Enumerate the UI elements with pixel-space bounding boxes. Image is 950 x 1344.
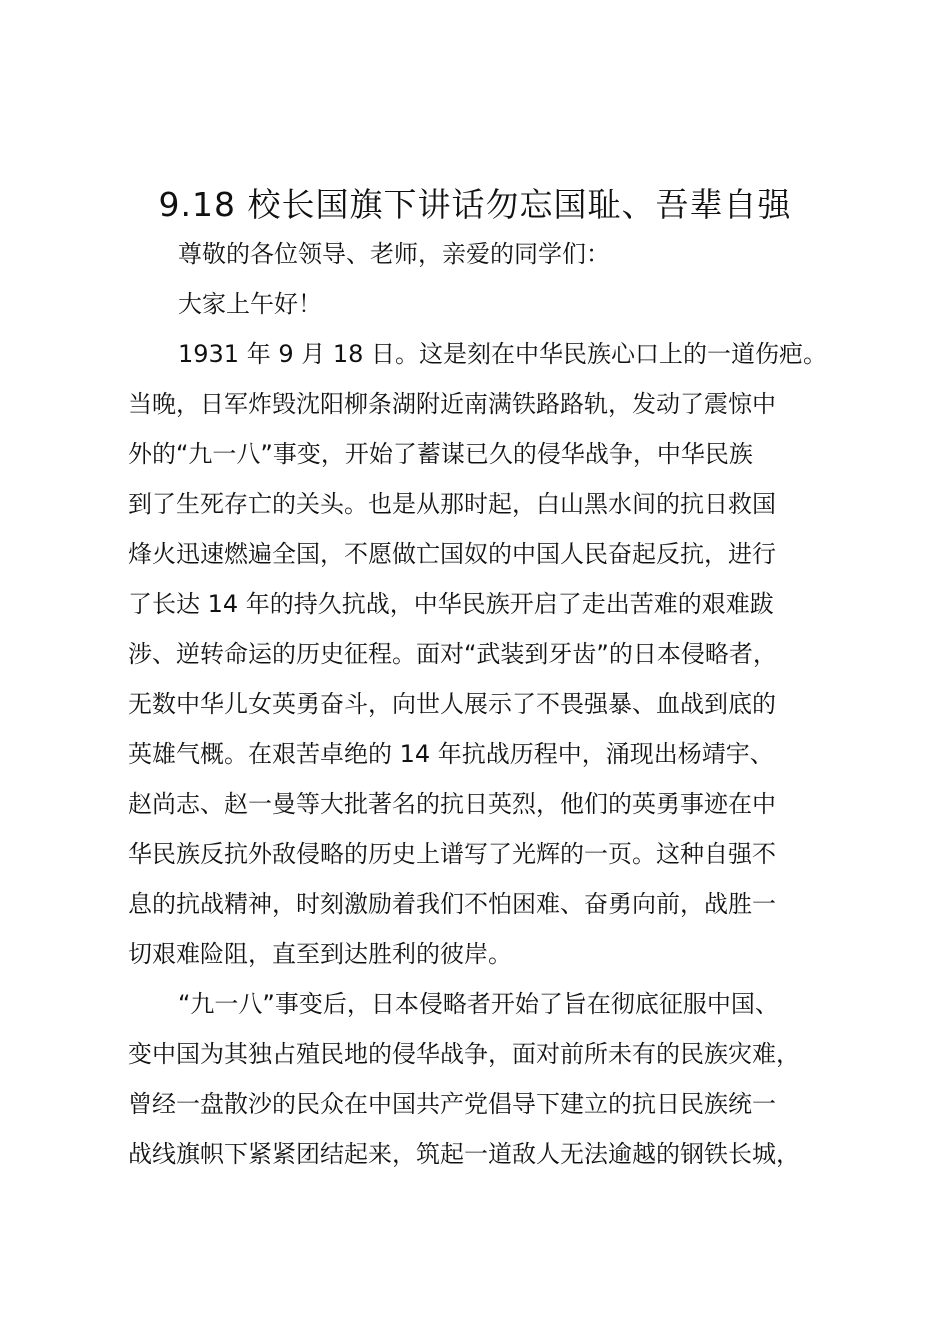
paragraph-1-line-6: 了长达 14 年的持久抗战，中华民族开启了走出苦难的艰难跋	[128, 590, 774, 618]
paragraph-1-line-3: 外的“九一八”事变，开始了蓄谋已久的侵华战争，中华民族	[128, 440, 753, 468]
paragraph-1-line-13: 切艰难险阻，直至到达胜利的彼岸。	[128, 940, 512, 968]
salutation-line: 尊敬的各位领导、老师，亲爱的同学们：	[178, 240, 610, 268]
paragraph-1-line-7: 涉、逆转命运的历史征程。面对“武装到牙齿”的日本侵略者，	[128, 640, 777, 668]
paragraph-2-line-4: 战线旗帜下紧紧团结起来，筑起一道敌人无法逾越的钢铁长城，	[128, 1140, 800, 1168]
paragraph-1-line-12: 息的抗战精神，时刻激励着我们不怕困难、奋勇向前，战胜一	[128, 890, 776, 918]
paragraph-1-line-2: 当晚，日军炸毁沈阳柳条湖附近南满铁路路轨，发动了震惊中	[128, 390, 776, 418]
document-title: 9.18 校长国旗下讲话勿忘国耻、吾辈自强	[158, 185, 792, 224]
paragraph-1-line-9: 英雄气概。在艰苦卓绝的 14 年抗战历程中，涌现出杨靖宇、	[128, 740, 774, 768]
paragraph-2-line-1: “九一八”事变后，日本侵略者开始了旨在彻底征服中国、	[178, 990, 779, 1018]
paragraph-1-line-10: 赵尚志、赵一曼等大批著名的抗日英烈，他们的英勇事迹在中	[128, 790, 776, 818]
greeting-line: 大家上午好！	[178, 290, 322, 318]
paragraph-1-line-8: 无数中华儿女英勇奋斗，向世人展示了不畏强暴、血战到底的	[128, 690, 776, 718]
paragraph-1-line-11: 华民族反抗外敌侵略的历史上谱写了光辉的一页。这种自强不	[128, 840, 776, 868]
paragraph-2-line-3: 曾经一盘散沙的民众在中国共产党倡导下建立的抗日民族统一	[128, 1090, 776, 1118]
paragraph-1-line-1: 1931 年 9 月 18 日。这是刻在中华民族心口上的一道伤疤。	[178, 340, 828, 368]
paragraph-1-line-4: 到了生死存亡的关头。也是从那时起，白山黑水间的抗日救国	[128, 490, 776, 518]
paragraph-1-line-5: 烽火迅速燃遍全国，不愿做亡国奴的中国人民奋起反抗，进行	[128, 540, 776, 568]
paragraph-2-line-2: 变中国为其独占殖民地的侵华战争，面对前所未有的民族灾难，	[128, 1040, 800, 1068]
